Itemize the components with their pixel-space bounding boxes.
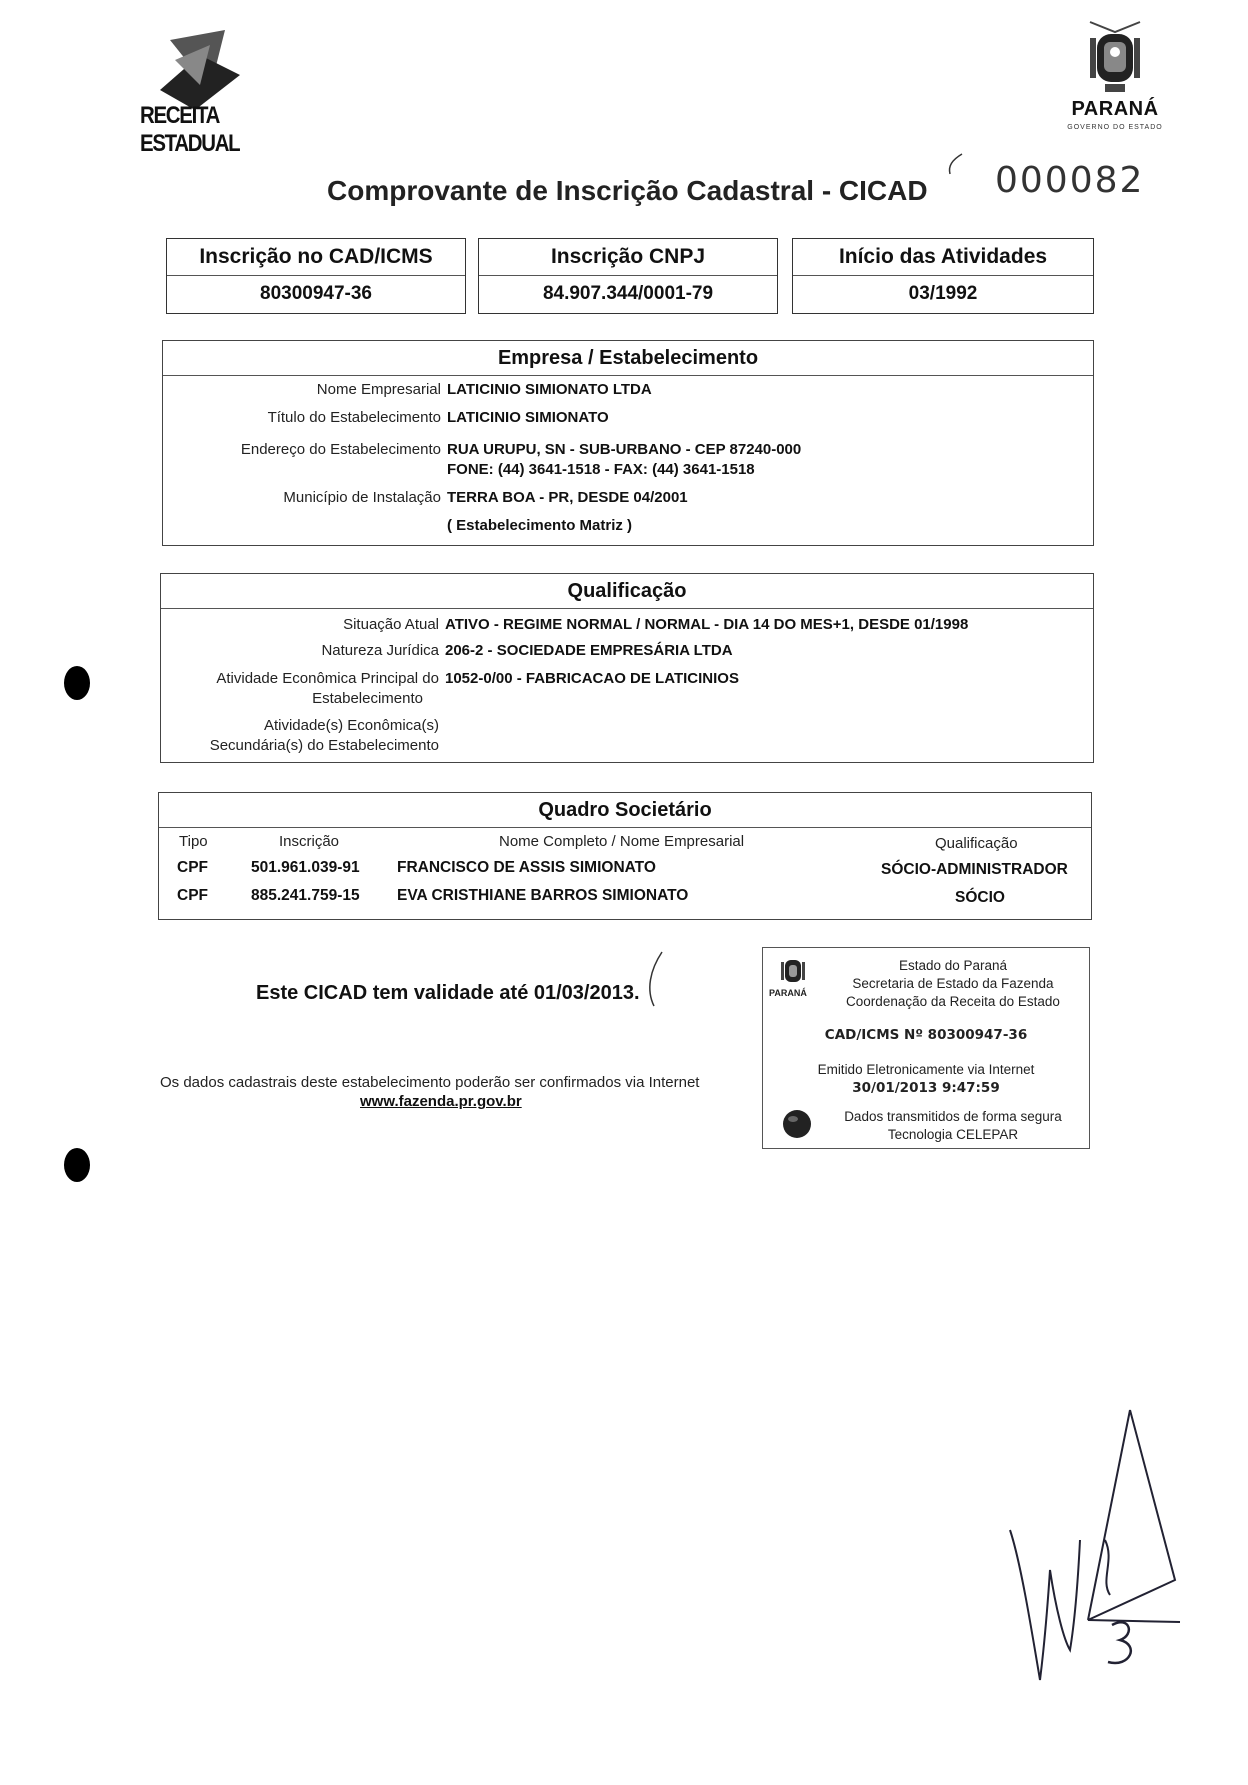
header-qualificacao: Qualificação — [935, 835, 1018, 852]
nome-empresarial-label: Nome Empresarial — [316, 381, 441, 398]
matriz-value: ( Estabelecimento Matriz ) — [447, 517, 633, 534]
quadro-societario-section — [158, 792, 1092, 920]
qualificacao-title: Qualificação — [161, 574, 1093, 609]
atividade-principal-label-2: Estabelecimento — [312, 690, 423, 707]
empresa-section — [162, 340, 1094, 546]
issuer-datetime: 30/01/2013 9:47:59 — [852, 1080, 1000, 1096]
issuer-box — [762, 947, 1090, 1149]
issuer-line-1: Estado do Paraná — [898, 958, 1008, 973]
row-2-nome: EVA CRISTHIANE BARROS SIMIONATO — [397, 887, 689, 904]
natureza-label: Natureza Jurídica — [321, 642, 439, 659]
cnpj-value: 84.907.344/0001-79 — [542, 283, 714, 304]
punch-hole-upper — [64, 666, 90, 700]
issuer-dados-2: Tecnologia CELEPAR — [887, 1127, 1019, 1142]
row-2-inscricao: 885.241.759-15 — [251, 887, 360, 904]
receita-estadual-logo — [140, 30, 320, 157]
fone-value: FONE: (44) 3641-1518 - FAX: (44) 3641-1518 — [447, 461, 755, 478]
parana-coat-of-arms-icon — [1050, 18, 1180, 98]
titulo-estabelecimento-label: Título do Estabelecimento — [267, 409, 441, 426]
receita-logo-text: RECEITA ESTADUAL — [140, 102, 240, 157]
row-1-nome: FRANCISCO DE ASSIS SIMIONATO — [397, 859, 656, 876]
atividade-secundaria-label-1: Atividade(s) Econômica(s) — [263, 717, 439, 734]
cnpj-label: Inscrição CNPJ — [479, 239, 777, 276]
fazenda-link[interactable]: www.fazenda.pr.gov.br — [360, 1093, 522, 1110]
row-2-tipo: CPF — [177, 887, 208, 904]
punch-hole-lower — [64, 1148, 90, 1182]
stamp-number: 000082 — [995, 160, 1145, 201]
atividade-secundaria-label-2: Secundária(s) do Estabelecimento — [209, 737, 439, 754]
nome-empresarial-value: LATICINIO SIMIONATO LTDA — [447, 381, 652, 398]
header-nome: Nome Completo / Nome Empresarial — [499, 833, 745, 850]
receita-logo-icon — [140, 30, 280, 110]
situacao-value: ATIVO - REGIME NORMAL / NORMAL - DIA 14 DO MES+1, DESDE 01/1998 — [445, 616, 969, 633]
parana-logo-subtitle: GOVERNO DO ESTADO — [1067, 124, 1163, 131]
municipio-label: Município de Instalação — [283, 489, 441, 506]
qualificacao-section — [160, 573, 1094, 763]
issuer-line-3: Coordenação da Receita do Estado — [846, 994, 1060, 1009]
row-1-tipo: CPF — [177, 859, 208, 876]
cnpj-box — [478, 238, 778, 314]
inicio-atividades-box — [792, 238, 1094, 314]
row-1-qualificacao: SÓCIO-ADMINISTRADOR — [881, 861, 1068, 878]
titulo-estabelecimento-value: LATICINIO SIMIONATO — [447, 409, 609, 426]
endereco-label: Endereço do Estabelecimento — [240, 441, 441, 458]
atividade-principal-value: 1052-0/00 - FABRICACAO DE LATICINIOS — [445, 670, 739, 687]
empresa-title: Empresa / Estabelecimento — [163, 341, 1093, 376]
cad-icms-box — [166, 238, 466, 314]
handwritten-signature — [990, 1400, 1190, 1700]
secure-globe-icon — [781, 1108, 813, 1140]
header-inscricao: Inscrição — [279, 833, 340, 850]
handwritten-tick-mark — [640, 950, 670, 1010]
natureza-value: 206-2 - SOCIEDADE EMPRESÁRIA LTDA — [445, 642, 733, 659]
parana-logo — [1050, 18, 1180, 138]
atividade-principal-label-1: Atividade Econômica Principal do — [216, 670, 439, 687]
cad-icms-value: 80300947-36 — [260, 283, 372, 304]
issuer-emitido: Emitido Eletronicamente via Internet — [817, 1062, 1035, 1077]
endereco-value: RUA URUPU, SN - SUB-URBANO - CEP 87240-000 — [447, 441, 802, 458]
inicio-atividades-label: Início das Atividades — [793, 239, 1093, 276]
header-tipo: Tipo — [179, 833, 208, 850]
issuer-dados-1: Dados transmitidos de forma segura — [844, 1109, 1062, 1124]
validity-text: Este CICAD tem validade até 01/03/2013. — [256, 982, 640, 1004]
issuer-cad-icms: CAD/ICMS Nº 80300947-36 — [824, 1027, 1028, 1043]
page-title: Comprovante de Inscrição Cadastral - CICAD — [327, 175, 928, 206]
handwritten-tick-top — [940, 150, 970, 180]
cad-icms-label: Inscrição no CAD/ICMS — [167, 239, 465, 276]
issuer-line-2: Secretaria de Estado da Fazenda — [852, 976, 1054, 991]
quadro-societario-title: Quadro Societário — [159, 793, 1091, 828]
parana-logo-state: PARANÁ — [1071, 98, 1159, 120]
confirmation-note: Os dados cadastrais deste estabelecimento poderão ser confirmados via Internet — [160, 1074, 700, 1091]
inicio-atividades-value: 03/1992 — [908, 283, 978, 304]
municipio-value: TERRA BOA - PR, DESDE 04/2001 — [447, 489, 688, 506]
issuer-logo-text: PARANÁ — [769, 988, 807, 998]
row-1-inscricao: 501.961.039-91 — [251, 859, 360, 876]
row-2-qualificacao: SÓCIO — [955, 889, 1005, 906]
situacao-label: Situação Atual — [343, 616, 439, 633]
